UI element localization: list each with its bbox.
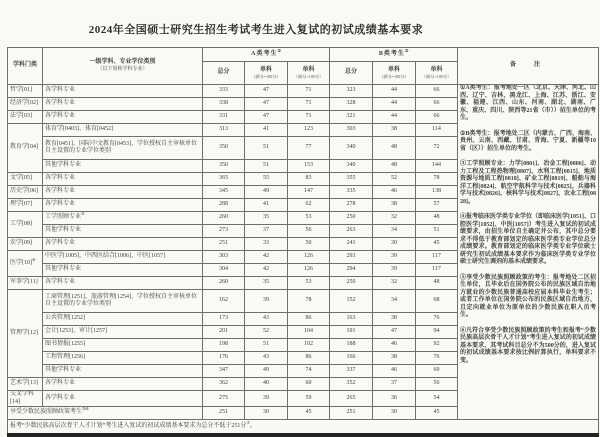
score-cell: 62	[288, 199, 330, 212]
score-cell: 56	[416, 378, 458, 391]
score-cell: 117	[416, 264, 458, 277]
score-cell: 251	[203, 407, 245, 420]
score-cell: 54	[416, 391, 458, 407]
score-cell: 59	[288, 391, 330, 407]
score-cell: 30	[245, 407, 288, 420]
program-cell: 各学科专业	[43, 85, 203, 98]
score-cell: 335	[330, 186, 373, 199]
category-cell: 医学[10]④	[8, 251, 43, 277]
program-cell: 工学照顾专业③	[43, 212, 203, 225]
program-cell: 各学科专业	[43, 111, 203, 124]
score-cell: 86	[288, 352, 330, 365]
score-cell: 77	[288, 137, 330, 160]
score-cell: 51	[245, 160, 288, 173]
header-remark: 备 注	[458, 48, 599, 85]
header-program-line1: 一级学科、专业学位类别	[89, 59, 156, 66]
header-a-total: 总分	[203, 62, 245, 85]
score-cell: 340	[330, 160, 373, 173]
score-cell: 53	[288, 212, 330, 225]
score-cell: 71	[288, 85, 330, 98]
score-cell: 260	[203, 212, 245, 225]
score-cell: 347	[203, 365, 245, 378]
score-cell: 250	[330, 212, 373, 225]
score-cell: 39	[373, 264, 416, 277]
program-cell: 其他学科专业	[43, 365, 203, 378]
score-cell: 294	[330, 264, 373, 277]
score-cell: 45	[288, 407, 330, 420]
score-cell: 362	[203, 378, 245, 391]
remark-paragraph: ③工学照顾专业：力学[0801]、冶金工程[0806]、动力工程及工程热物理[0807]、水利工程[0815]、地质资源与地质工程[0818]、矿业工程[0819]、船舶与海洋工程[0824]、航空宇航科学与技术[0825]、兵器科学与技术[0826]、核科学与技术[0827]、农业工程[0828]。	[460, 161, 597, 205]
score-cell: 66	[416, 85, 458, 98]
score-cell: 44	[373, 85, 416, 98]
score-cell: 50	[288, 238, 330, 251]
score-cell: 38	[373, 199, 416, 212]
category-cell: 法学[03]	[8, 111, 43, 124]
table-row	[8, 85, 599, 98]
remarks-cell	[458, 85, 599, 420]
score-cell: 34	[373, 225, 416, 238]
score-cell: 55	[245, 173, 288, 186]
score-cell: 147	[288, 186, 330, 199]
program-cell: 各学科专业	[43, 173, 203, 186]
score-cell: 201	[203, 326, 245, 339]
score-cell: 52	[245, 326, 288, 339]
footnote-marker: ③	[81, 212, 85, 217]
score-cell: 365	[203, 173, 245, 186]
score-cell: 126	[288, 264, 330, 277]
program-cell: 各学科专业	[43, 391, 203, 407]
score-cell: 288	[203, 199, 245, 212]
score-cell: 35	[245, 277, 288, 290]
table-footer-row	[8, 420, 599, 436]
score-cell: 86	[288, 313, 330, 326]
score-cell: 51	[245, 137, 288, 160]
score-cell: 36	[373, 391, 416, 407]
score-cell: 321	[330, 111, 373, 124]
score-cell: 323	[330, 85, 373, 98]
category-cell: 理学[07]	[8, 199, 43, 212]
score-cell: 39	[245, 290, 288, 313]
score-cell: 47	[245, 111, 288, 124]
category-cell: 管理学[12]	[8, 290, 43, 378]
score-cell: 51	[416, 225, 458, 238]
header-b-single-gt100: 单科 （满分>100分）	[416, 62, 458, 85]
score-cell: 78	[416, 173, 458, 186]
score-cell: 40	[245, 378, 288, 391]
footnote-marker: ②	[404, 48, 409, 53]
header-group-a: A类考生①	[203, 48, 330, 62]
score-cell: 48	[373, 160, 416, 173]
score-cell: 30	[373, 407, 416, 420]
table-header	[8, 48, 599, 85]
score-cell: 71	[288, 98, 330, 111]
header-b-single-100: 单科 （满分=100分）	[373, 62, 416, 85]
score-cell: 350	[203, 160, 245, 173]
score-cell: 39	[373, 251, 416, 264]
score-cell: 41	[245, 199, 288, 212]
page-title: 2024年全国硕士研究生招生考试考生进入复试的初试成绩基本要求	[88, 24, 424, 36]
score-cell: 72	[416, 137, 458, 160]
score-cell: 30	[373, 238, 416, 251]
category-cell: 艺术学[13]	[8, 378, 43, 391]
score-cell: 48	[416, 277, 458, 290]
score-cell: 313	[203, 124, 245, 137]
score-cell: 251	[203, 238, 245, 251]
score-cell: 60	[288, 378, 330, 391]
program-cell: 其他学科专业	[43, 225, 203, 238]
score-cell: 42	[245, 264, 288, 277]
remark-paragraph: ⑥凡符合享受少数民族照顾政策的考生和报考“少数民族高层次骨干人才计划”考生进入复试的初试成绩基本要求，其考试科目总分不为500分的，进入复试的初试成绩基本要求按比例折算执行，单科要求不变。	[460, 327, 597, 364]
remark-paragraph: ④报考临床医学类专业学位（即临床医学[1051]、口腔医学[1052]、中医[1057]）考生进入复试的初试成绩要求，由招生单位自主确定并公布，其中总分要求不得低于教育部划定的临床医学类专业学位总分成绩要求。教育部划定的临床医学类专业学位硕士研究生初试成绩基本要求作为临床医学类专业学位硕士研究生调剂的基本成绩要求。	[460, 214, 597, 265]
score-cell: 333	[203, 85, 245, 98]
score-cell: 340	[330, 137, 373, 160]
score-cell: 162	[203, 290, 245, 313]
footnote-marker: ⑤⑥	[82, 407, 89, 412]
score-cell: 47	[245, 85, 288, 98]
score-cell: 42	[245, 251, 288, 264]
score-table	[7, 47, 599, 437]
program-cell: 其他学科专业	[43, 264, 203, 277]
score-cell: 163	[330, 313, 373, 326]
score-cell: 46	[373, 186, 416, 199]
score-cell: 166	[330, 352, 373, 365]
score-cell: 152	[330, 290, 373, 313]
header-a-single-100: 单科 （满分=100分）	[245, 62, 288, 85]
score-cell: 34	[373, 290, 416, 313]
program-cell: 各学科专业	[43, 186, 203, 199]
score-cell: 66	[416, 111, 458, 124]
score-cell: 191	[330, 326, 373, 339]
footnote-marker: ①	[277, 48, 281, 53]
category-cell: 经济学[02]	[8, 98, 43, 111]
program-cell: 工程管理[1256]	[43, 352, 203, 365]
score-cell: 114	[416, 124, 458, 137]
score-cell: 337	[330, 365, 373, 378]
score-cell: 43	[245, 352, 288, 365]
score-cell: 48	[373, 137, 416, 160]
remark-paragraph: ②B类考生：报考地处二区（内蒙古、广西、海南、贵州、云南、西藏、甘肃、青海、宁夏、新疆等10省（区））招生单位的考生。	[460, 130, 597, 152]
score-cell: 176	[203, 352, 245, 365]
category-cell: 教育学[04]	[8, 124, 43, 173]
score-cell: 328	[330, 98, 373, 111]
score-cell: 293	[330, 251, 373, 264]
score-cell: 338	[203, 98, 245, 111]
score-cell: 345	[203, 186, 245, 199]
score-cell: 35	[245, 212, 288, 225]
score-cell: 71	[288, 111, 330, 124]
score-cell: 49	[245, 186, 288, 199]
score-cell: 102	[288, 339, 330, 352]
score-cell: 38	[373, 352, 416, 365]
score-cell: 303	[330, 124, 373, 137]
score-cell: 33	[245, 238, 288, 251]
score-cell: 144	[416, 160, 458, 173]
score-cell: 38	[373, 313, 416, 326]
category-cell: 交叉学科[14]	[8, 391, 43, 407]
score-cell: 303	[203, 251, 245, 264]
header-program	[43, 48, 203, 85]
program-cell: 各学科专业	[43, 98, 203, 111]
score-cell: 39	[245, 391, 288, 407]
score-cell: 250	[330, 277, 373, 290]
score-cell: 56	[288, 225, 330, 238]
score-cell: 37	[373, 378, 416, 391]
program-cell: 各学科专业	[43, 199, 203, 212]
score-cell: 263	[330, 225, 373, 238]
score-cell: 92	[416, 339, 458, 352]
category-cell: 文学[05]	[8, 173, 43, 186]
program-cell: 公共管理[1252]	[43, 313, 203, 326]
score-cell: 37	[245, 225, 288, 238]
score-cell: 275	[203, 391, 245, 407]
score-cell: 52	[373, 173, 416, 186]
program-cell: 中医学[1005]、中西医结合[1006]、中医[1057]	[43, 251, 203, 264]
score-cell: 173	[203, 313, 245, 326]
footnote-cell: 报考“少数民族高层次骨干人才计划”考生进入复试的初试成绩基本要求为总分不低于251分⑦。	[8, 420, 599, 436]
header-category: 学科门类	[8, 48, 43, 85]
score-cell: 138	[416, 186, 458, 199]
score-cell: 45	[416, 238, 458, 251]
score-cell: 48	[416, 212, 458, 225]
score-cell: 331	[203, 111, 245, 124]
footnote-marker: ④	[32, 257, 36, 262]
score-cell: 241	[330, 238, 373, 251]
header-a-single-gt100: 单科 （满分>100分）	[288, 62, 330, 85]
program-cell: 各学科专业	[43, 277, 203, 290]
score-cell: 69	[416, 365, 458, 378]
category-cell: 哲学[01]	[8, 85, 43, 98]
score-cell: 44	[373, 98, 416, 111]
program-cell: 各学科专业	[43, 238, 203, 251]
score-cell: 38	[373, 124, 416, 137]
score-cell: 32	[373, 212, 416, 225]
score-cell: 66	[416, 98, 458, 111]
program-cell: 各学科专业	[43, 378, 203, 391]
score-cell: 304	[203, 264, 245, 277]
category-cell: 历史学[06]	[8, 186, 43, 199]
program-cell: 工商管理[1251]、旅游管理[1254]、学位授权自主审核单位自主设置的专业学位类别	[43, 290, 203, 313]
score-cell: 32	[373, 277, 416, 290]
score-cell: 265	[330, 391, 373, 407]
program-cell: 体育学[0403]、体育[0452]	[43, 124, 203, 137]
score-cell: 49	[245, 365, 288, 378]
score-cell: 153	[288, 160, 330, 173]
score-cell: 188	[330, 339, 373, 352]
score-cell: 352	[330, 378, 373, 391]
score-cell: 47	[245, 98, 288, 111]
score-cell: 94	[416, 326, 458, 339]
score-cell: 47	[373, 326, 416, 339]
score-cell: 83	[288, 173, 330, 186]
score-cell: 46	[373, 365, 416, 378]
score-cell: 57	[416, 199, 458, 212]
program-cell: 会计[1253]、审计[1257]	[43, 326, 203, 339]
score-cell: 260	[203, 277, 245, 290]
score-cell: 74	[288, 365, 330, 378]
score-cell: 46	[373, 339, 416, 352]
program-cell: 教育[0451]、国际中文教育[0453]、学位授权自主审核单位自主设置的专业学位类别	[43, 137, 203, 160]
score-cell: 41	[245, 124, 288, 137]
score-cell: 104	[288, 326, 330, 339]
category-cell: 农学[09]	[8, 238, 43, 251]
minority-policy-label: 享受少数民族照顾政策考生⑤⑥	[8, 407, 203, 420]
score-table-body	[8, 85, 599, 436]
score-cell: 273	[203, 225, 245, 238]
score-cell: 44	[373, 111, 416, 124]
score-cell: 251	[330, 407, 373, 420]
footnote-marker: ⑦	[246, 420, 250, 425]
program-cell: 其他学科专业	[43, 160, 203, 173]
score-cell: 278	[330, 199, 373, 212]
header-b-total: 总分	[330, 62, 373, 85]
score-cell: 117	[416, 251, 458, 264]
score-cell: 355	[330, 173, 373, 186]
remark-paragraph: ⑤享受少数民族照顾政策的考生：报考地处二区招生单位，且毕业后在国务院公布的民族区域自治地方就业的少数民族普通高校应届本科毕业生考生；或者工作单位在国务院公布的民族区域自治地方，且定向就业单位为原单位的少数民族在职人员考生。	[460, 274, 597, 318]
category-cell: 工学[08]	[8, 212, 43, 238]
score-cell: 76	[416, 313, 458, 326]
score-cell: 123	[288, 124, 330, 137]
category-cell: 军事学[11]	[8, 277, 43, 290]
score-cell: 53	[288, 277, 330, 290]
header-group-b: B类考生②	[330, 48, 458, 62]
score-cell: 126	[288, 251, 330, 264]
program-cell: 图书情报[1255]	[43, 339, 203, 352]
score-cell: 78	[288, 290, 330, 313]
score-cell: 198	[203, 339, 245, 352]
score-cell: 76	[416, 352, 458, 365]
header-program-line2: （以下简称学科专业）	[97, 66, 148, 72]
score-cell: 350	[203, 137, 245, 160]
score-cell: 43	[245, 313, 288, 326]
remark-paragraph: ①A类考生：报考地处一区（北京、天津、河北、山西、辽宁、吉林、黑龙江、上海、江苏、浙江、安徽、福建、江西、山东、河南、湖北、湖南、广东、重庆、四川、陕西等21省（市））招生单位的考生。	[460, 85, 597, 121]
score-cell: 51	[245, 339, 288, 352]
score-cell: 68	[416, 290, 458, 313]
score-cell: 45	[416, 407, 458, 420]
